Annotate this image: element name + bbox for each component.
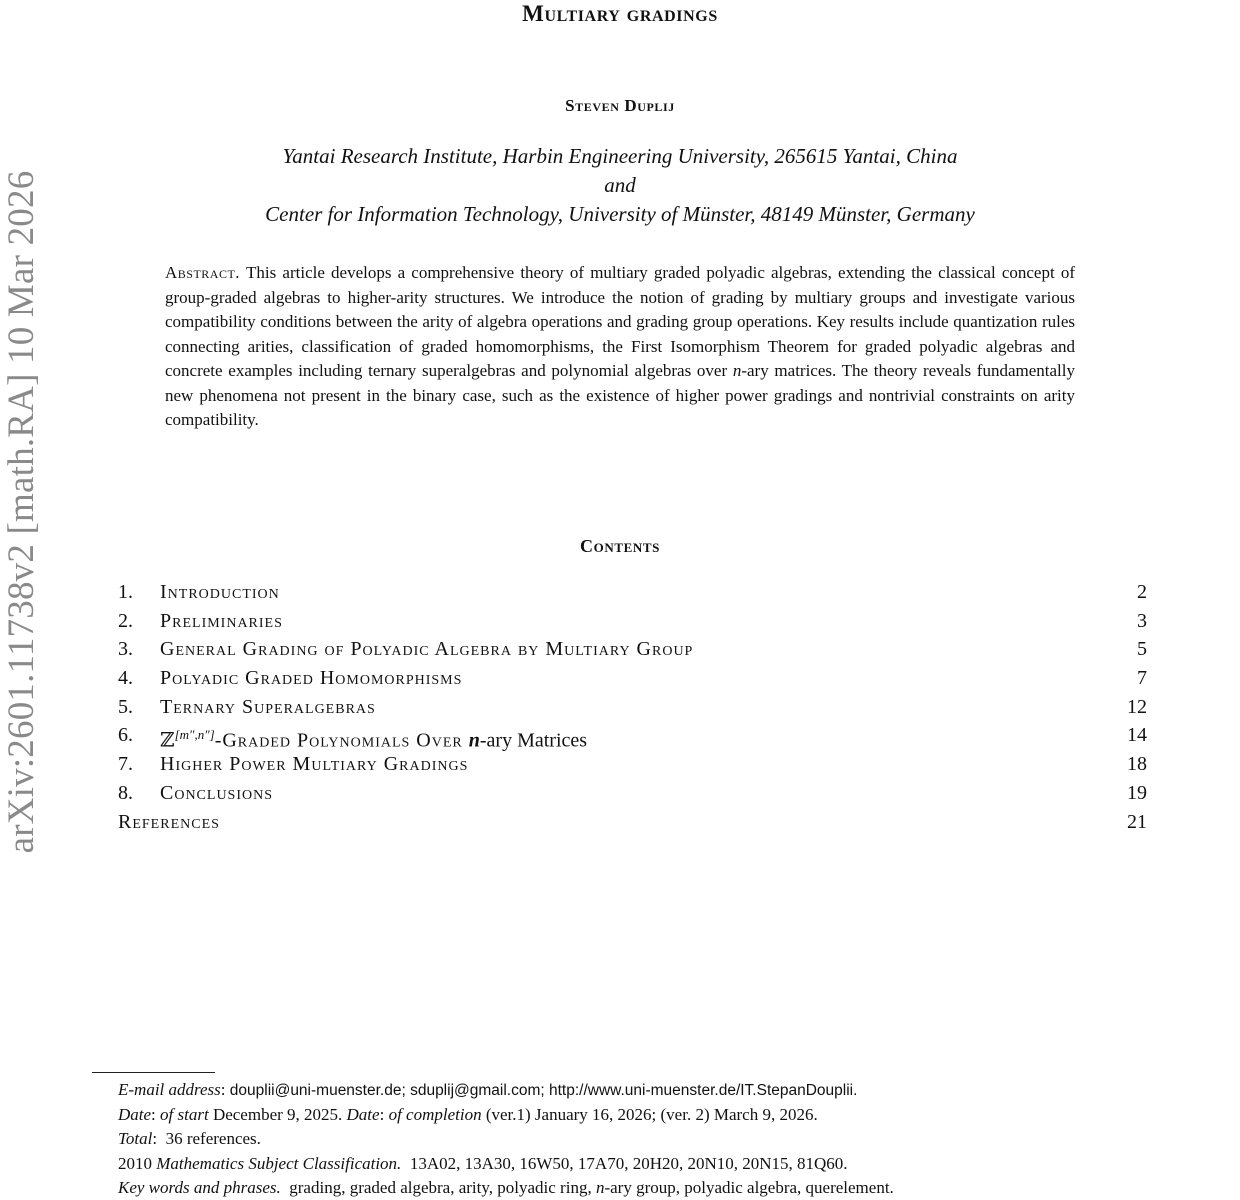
- toc-entry-title: Preliminaries: [160, 609, 283, 632]
- toc-entry-title: Polyadic Graded Homomorphisms: [160, 667, 463, 690]
- footnote-total: Total: 36 references.: [118, 1129, 261, 1149]
- toc-entry-number: 3.: [118, 638, 133, 661]
- toc-entry-number: 7.: [118, 753, 133, 776]
- keywords-label: Key words and phrases.: [118, 1177, 281, 1197]
- date-completion-label: of completion: [388, 1105, 482, 1125]
- table-of-contents: [118, 578, 1147, 836]
- date-completion-value: (ver.1) January 16, 2026; (ver. 2) March 9, 2026.: [485, 1105, 818, 1125]
- toc-entry-title: Ternary Superalgebras: [160, 695, 376, 718]
- toc-entry-conclusions[interactable]: [118, 779, 1147, 808]
- toc-entry-title: General Grading of Polyadic Algebra by Multiary Group: [160, 638, 694, 661]
- arxiv-identifier-stamp: [1, 112, 42, 912]
- affiliations: [0, 142, 1240, 229]
- toc-entry-page: 2: [1137, 581, 1147, 603]
- keywords-math-n: n: [595, 1177, 605, 1197]
- toc-entry-page: 7: [1137, 667, 1147, 690]
- abstract-text-2: -ary matrices. The theory reveals fundamentally new phenomena not present in the binary case, such as the existence of higher power gradings and nontrivial constraints on arity compatibility.: [165, 361, 1075, 429]
- affiliation-2: Center for Information Technology, University of Münster, 48149 Münster, Germany: [265, 202, 975, 226]
- footnotes: [118, 1078, 1138, 1200]
- date-start-value: December 9, 2025.: [212, 1105, 343, 1125]
- toc-entry-page: 3: [1137, 609, 1147, 632]
- arxiv-identifier-text: arXiv:2601.11738v2 [math.RA] 10 Mar 2026: [1, 170, 42, 854]
- keywords-text-2: -ary group, polyadic algebra, querelement.: [604, 1177, 894, 1197]
- toc-entry-introduction[interactable]: [118, 578, 1147, 607]
- affiliation-separator: and: [604, 173, 636, 197]
- toc-title-tail: -ary Matrices: [479, 730, 588, 753]
- toc-math-superscript: [m″,n″]: [174, 727, 215, 743]
- toc-entry-graded-polynomials[interactable]: [118, 721, 1147, 753]
- abstract-label: Abstract.: [165, 263, 241, 282]
- toc-entry-title: Conclusions: [160, 781, 274, 804]
- date-label: Date: [118, 1105, 152, 1125]
- toc-entry-higher-power[interactable]: [118, 750, 1147, 779]
- toc-entry-number: 2.: [118, 609, 133, 632]
- toc-math-z: ℤ: [160, 730, 175, 753]
- footnote-email: E-mail address: douplii@uni-muenster.de; sduplij@gmail.com; http://www.uni-muenster.de/IT.StepanDouplii.: [118, 1080, 858, 1099]
- email-label: E-mail address: [118, 1080, 221, 1099]
- toc-entry-page: 14: [1127, 724, 1147, 747]
- email-value[interactable]: douplii@uni-muenster.de; sduplij@gmail.com; http://www.uni-muenster.de/IT.StepanDouplii.: [229, 1082, 858, 1099]
- toc-entry-number: 5.: [118, 695, 133, 718]
- contents-heading: Contents: [580, 536, 660, 556]
- toc-entry-preliminaries[interactable]: [118, 607, 1147, 636]
- paper-title: Multiary gradings: [522, 1, 718, 26]
- footnote-divider: [92, 1072, 215, 1073]
- abstract: [165, 261, 1075, 433]
- toc-entry-references[interactable]: [118, 808, 1147, 837]
- msc-label: Mathematics Subject Classification.: [156, 1153, 402, 1173]
- msc-value: 13A02, 13A30, 16W50, 17A70, 20H20, 20N10, 20N15, 81Q60.: [409, 1153, 848, 1173]
- toc-entry-page: 19: [1127, 781, 1147, 804]
- toc-entry-page: 18: [1127, 753, 1147, 776]
- total-value: 36 references.: [165, 1129, 261, 1149]
- footnote-dates: Date: of start December 9, 2025. Date: of completion (ver.1) January 16, 2026; (ver. 2) March 9, 2026.: [118, 1105, 818, 1125]
- toc-entry-number: 4.: [118, 667, 133, 690]
- toc-entry-page: 5: [1137, 638, 1147, 661]
- toc-entry-title: Introduction: [160, 581, 280, 603]
- keywords-text-1: grading, graded algebra, arity, polyadic ring,: [289, 1177, 596, 1197]
- author-name: Steven Duplij: [565, 96, 675, 115]
- toc-entry-title: Higher Power Multiary Gradings: [160, 753, 469, 776]
- date-start-label: of start: [160, 1105, 209, 1125]
- toc-title-rest: -Graded Polynomials Over: [214, 730, 469, 753]
- abstract-text-1: This article develops a comprehensive theory of multiary graded polyadic algebras, extending the classical concept of group-graded algebras to higher-arity structures. We introduce the notion of grading by multiary groups and investigate various compatibility conditions between the arity of algebra operations and grading group operations. Key results include quantization rules connecting arities, classification of graded homomorphisms, the First Isomorphism Theorem for graded polyadic algebras and concrete examples including ternary superalgebras and polynomial algebras over: [165, 263, 1075, 380]
- toc-entry-number: 6.: [118, 724, 133, 747]
- footnote-keywords: [118, 1176, 1138, 1200]
- msc-year: 2010: [118, 1153, 152, 1173]
- toc-entry-ternary-superalgebras[interactable]: [118, 693, 1147, 722]
- toc-entry-number: 8.: [118, 781, 133, 804]
- total-label: Total: [118, 1129, 153, 1149]
- date-label: Date: [346, 1105, 380, 1125]
- footnote-msc: [118, 1152, 1138, 1176]
- toc-entry-title: References: [118, 810, 220, 833]
- toc-entry-number: 1.: [118, 581, 133, 603]
- affiliation-1: Yantai Research Institute, Harbin Engineering University, 265615 Yantai, China: [282, 144, 958, 168]
- toc-entry-homomorphisms[interactable]: [118, 664, 1147, 693]
- toc-entry-general-grading[interactable]: [118, 635, 1147, 664]
- toc-entry-page: 21: [1127, 810, 1147, 833]
- toc-math-n: n: [468, 730, 480, 753]
- toc-entry-page: 12: [1127, 695, 1147, 718]
- abstract-math-n: n: [732, 361, 742, 380]
